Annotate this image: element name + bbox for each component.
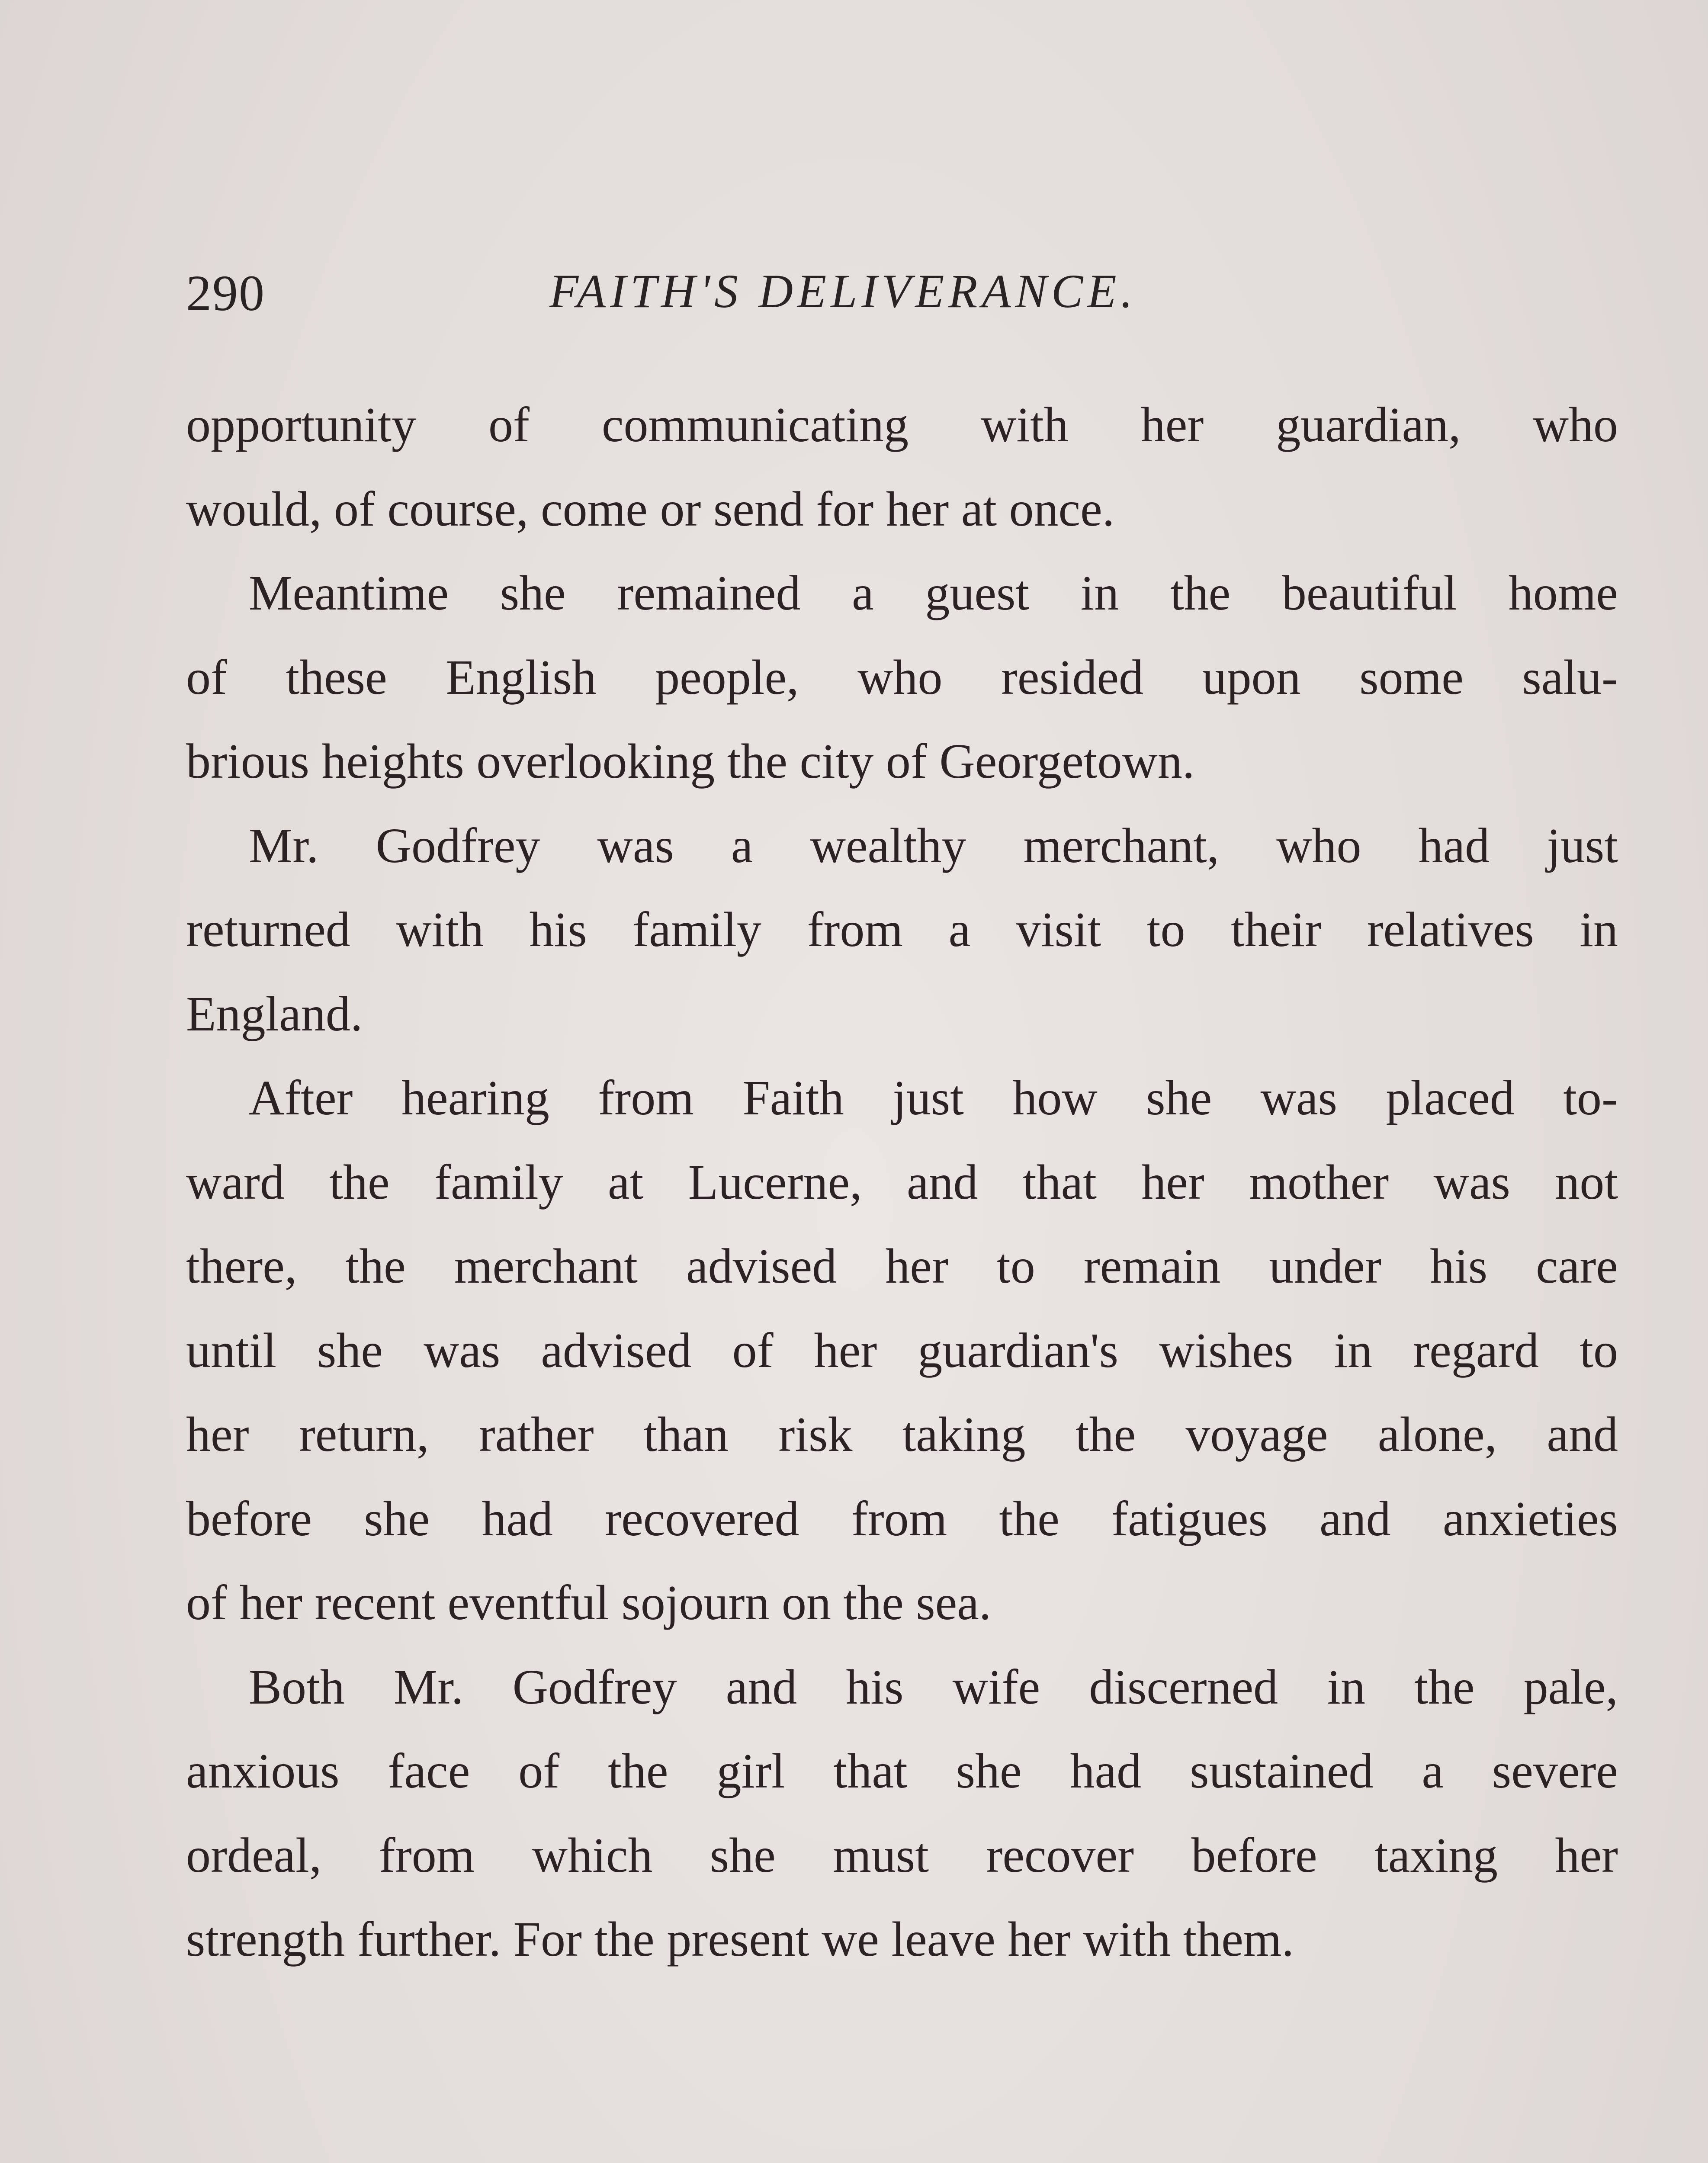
text-line: Mr. Godfrey was a wealthy merchant, who had just	[249, 818, 1618, 873]
text-line: returned with his family from a visit to their relatives in	[186, 902, 1618, 957]
paragraph	[186, 383, 1618, 551]
paragraph	[186, 1056, 1618, 1645]
body-text	[186, 383, 1618, 1982]
text-line: opportunity of communicating with her guardian, who	[186, 397, 1618, 452]
text-line: strength further. For the present we leave her with them.	[186, 1912, 1294, 1967]
paragraph	[186, 1645, 1618, 1982]
text-line: ward the family at Lucerne, and that her mother was not	[186, 1154, 1618, 1210]
text-line: until she was advised of her guardian's wishes in regard to	[186, 1322, 1618, 1378]
text-line: brious heights overlooking the city of Georgetown.	[186, 734, 1195, 789]
page-number: 290	[186, 265, 265, 321]
text-line: would, of course, come or send for her at once.	[186, 481, 1115, 536]
text-line: her return, rather than risk taking the voyage alone, and	[186, 1407, 1618, 1462]
text-line: anxious face of the girl that she had sustained a severe	[186, 1743, 1618, 1798]
text-line: Both Mr. Godfrey and his wife discerned in the pale,	[249, 1659, 1618, 1714]
text-line: After hearing from Faith just how she was placed to-	[249, 1070, 1618, 1125]
page-header	[186, 264, 1618, 333]
text-line: Meantime she remained a guest in the beautiful home	[249, 565, 1618, 620]
paragraph	[186, 551, 1618, 804]
text-line: of her recent eventful sojourn on the sea.	[186, 1575, 992, 1630]
text-line: ordeal, from which she must recover before taxing her	[186, 1827, 1618, 1883]
text-line: there, the merchant advised her to remain under his care	[186, 1239, 1618, 1293]
text-line: of these English people, who resided upon some salu-	[186, 649, 1618, 705]
text-line: before she had recovered from the fatigues and anxieties	[186, 1491, 1618, 1546]
text-line: England.	[186, 986, 363, 1041]
paragraph	[186, 804, 1618, 1056]
running-title: FAITH'S DELIVERANCE.	[549, 265, 1137, 318]
